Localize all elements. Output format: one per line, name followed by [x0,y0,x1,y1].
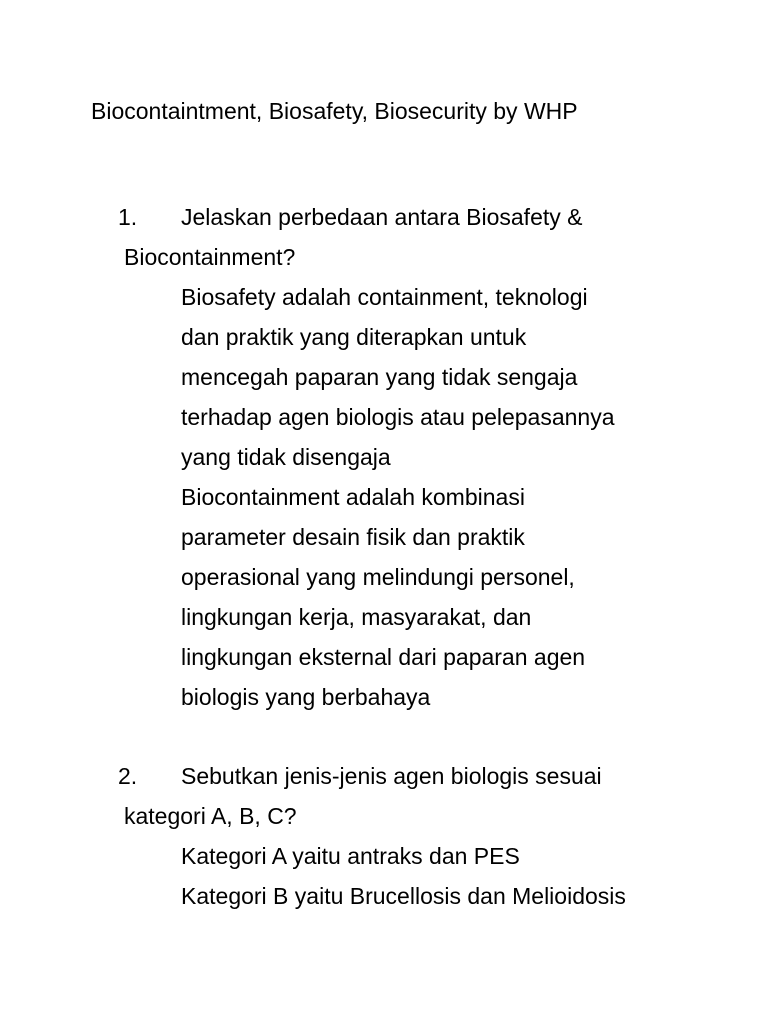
question-1-heading [118,197,684,237]
answer-line: operasional yang melindungi personel, [181,564,575,590]
answer-line: Biosafety adalah containment, teknologi [181,284,588,310]
question-1 [118,197,684,717]
question-1-text-line1: Jelaskan perbedaan antara Biosafety & [181,204,583,230]
question-2-text-line1: Sebutkan jenis-jenis agen biologis sesuai [181,763,602,789]
answer-line: lingkungan eksternal dari paparan agen [181,644,586,670]
question-2 [118,756,684,916]
question-2-number: 2. [118,763,138,789]
question-2-heading [118,756,684,796]
question-1-number: 1. [118,204,138,230]
answer-line: parameter desain fisik dan praktik [181,524,525,550]
question-2-answer [181,836,681,916]
answer-line: lingkungan kerja, masyarakat, dan [181,604,532,630]
answer-line: Kategori A yaitu antraks dan PES [181,843,520,869]
question-2-text-line2: kategori A, B, C? [124,803,297,829]
document-title: Biocontaintment, Biosafety, Biosecurity by WHP [91,98,578,124]
answer-line: biologis yang berbahaya [181,684,431,710]
answer-line: mencegah paparan yang tidak sengaja [181,364,578,390]
question-1-text-line2: Biocontainment? [124,244,296,270]
answer-line: yang tidak disengaja [181,444,391,470]
question-1-answer [181,277,681,717]
answer-line: dan praktik yang diterapkan untuk [181,324,527,350]
answer-line: Biocontainment adalah kombinasi [181,484,525,510]
answer-line: terhadap agen biologis atau pelepasannya [181,404,615,430]
answer-line: Kategori B yaitu Brucellosis dan Melioidosis [181,883,626,909]
